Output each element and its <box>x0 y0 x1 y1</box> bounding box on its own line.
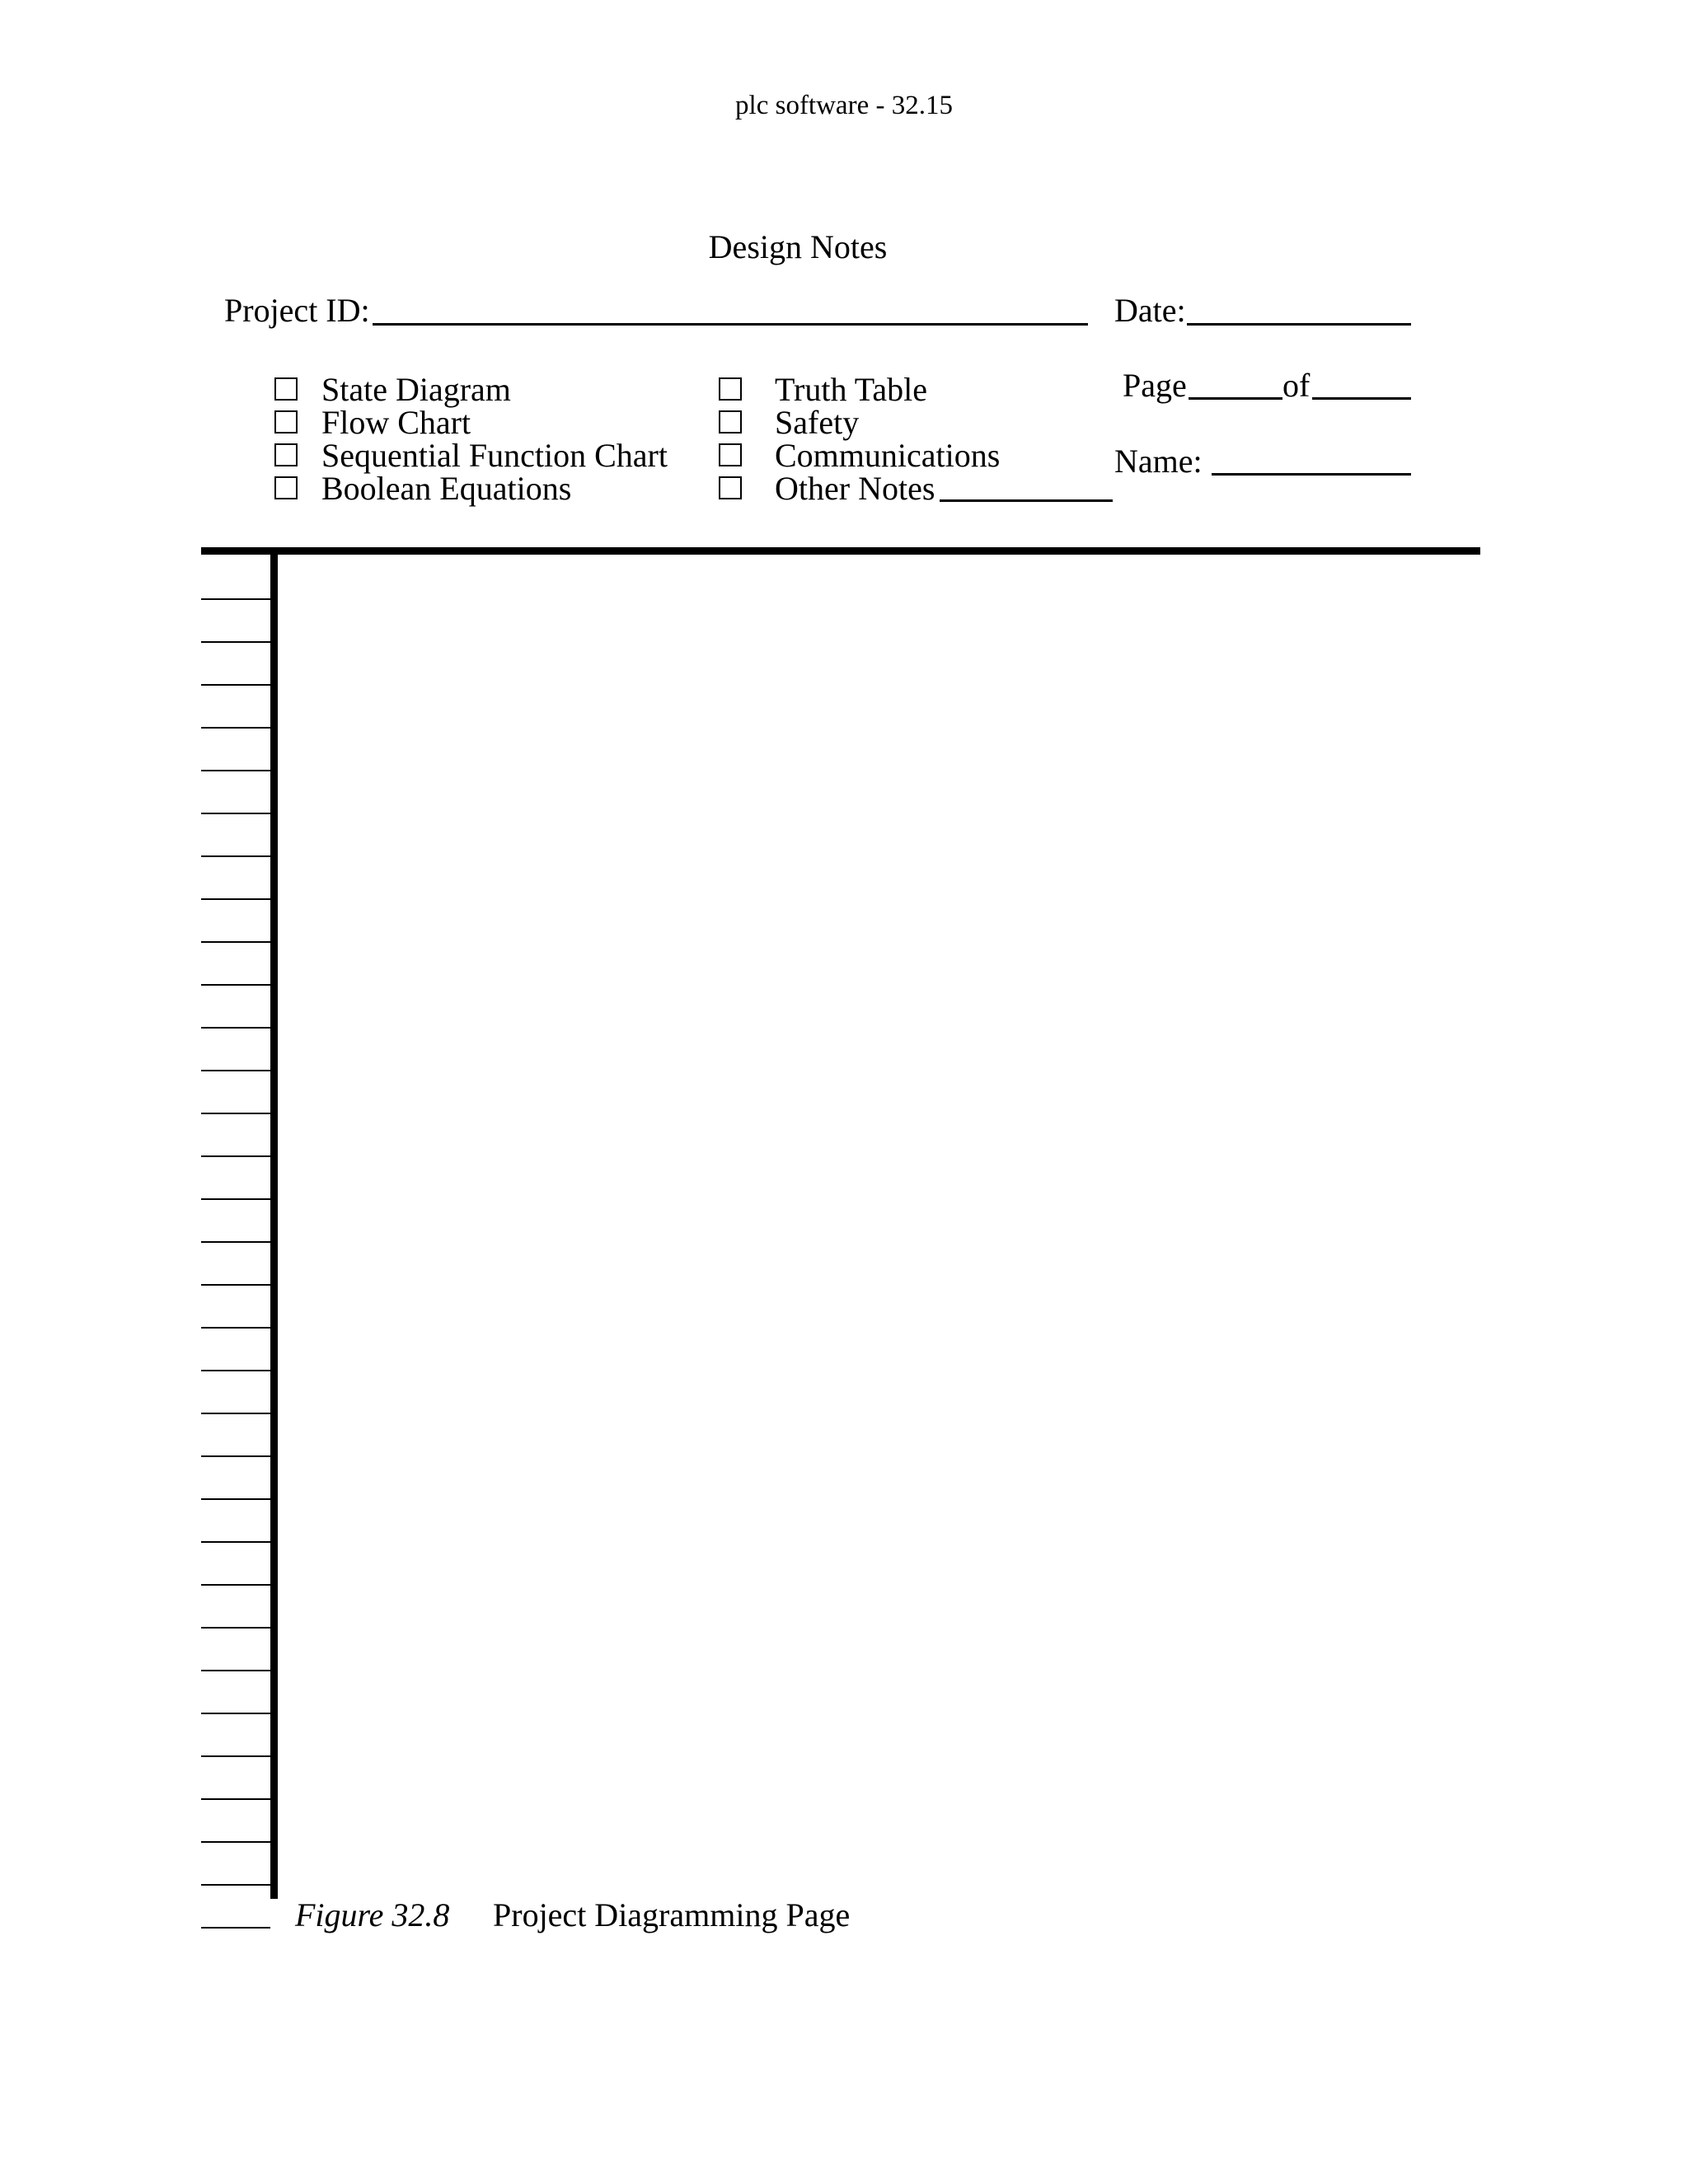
margin-tick <box>201 1113 270 1114</box>
margin-tick <box>201 1713 270 1714</box>
margin-tick <box>201 855 270 857</box>
margin-tick <box>201 1884 270 1886</box>
state-diagram-label: State Diagram <box>321 371 511 408</box>
margin-tick <box>201 598 270 600</box>
margin-tick <box>201 1198 270 1200</box>
communications-checkbox[interactable] <box>719 443 742 466</box>
margin-tick <box>201 1241 270 1243</box>
margin-tick <box>201 684 270 686</box>
figure-caption-text: Project Diagramming Page <box>493 1896 851 1933</box>
date-field[interactable] <box>1187 323 1411 326</box>
communications-label: Communications <box>775 437 1001 474</box>
margin-tick <box>201 1627 270 1629</box>
name-label: Name: <box>1114 443 1203 480</box>
safety-checkbox[interactable] <box>719 410 742 434</box>
project-id-label: Project ID: <box>224 292 370 329</box>
sequential-function-chart-label: Sequential Function Chart <box>321 437 668 474</box>
margin-tick <box>201 1755 270 1757</box>
running-header: plc software - 32.15 <box>735 91 953 120</box>
margin-tick <box>201 1370 270 1371</box>
margin-tick <box>201 1284 270 1286</box>
flow-chart-label: Flow Chart <box>321 404 471 441</box>
name-field[interactable] <box>1212 473 1411 476</box>
margin-tick <box>201 984 270 986</box>
margin-tick <box>201 1541 270 1543</box>
other-notes-field[interactable] <box>940 499 1113 502</box>
flow-chart-checkbox[interactable] <box>274 410 298 434</box>
safety-label: Safety <box>775 404 860 441</box>
form-title: Design Notes <box>708 228 888 265</box>
margin-tick <box>201 1841 270 1843</box>
margin-tick <box>201 727 270 729</box>
margin-tick <box>201 1155 270 1157</box>
project-id-field[interactable] <box>373 323 1088 326</box>
state-diagram-checkbox[interactable] <box>274 377 298 401</box>
boolean-equations-checkbox[interactable] <box>274 476 298 499</box>
header-divider-rule <box>201 547 1480 555</box>
margin-tick <box>201 1584 270 1586</box>
margin-tick <box>201 813 270 814</box>
truth-table-checkbox[interactable] <box>719 377 742 401</box>
margin-tick <box>201 1070 270 1071</box>
date-label: Date: <box>1114 292 1186 329</box>
of-label: of <box>1282 367 1311 404</box>
margin-tick <box>201 1927 270 1929</box>
margin-tick <box>201 641 270 643</box>
page-label: Page <box>1123 367 1187 404</box>
margin-tick <box>201 1327 270 1329</box>
boolean-equations-label: Boolean Equations <box>321 470 572 507</box>
margin-tick <box>201 770 270 771</box>
margin-tick <box>201 898 270 900</box>
truth-table-label: Truth Table <box>775 371 927 408</box>
margin-rule <box>270 551 278 1899</box>
page-total-field[interactable] <box>1312 397 1411 400</box>
sequential-function-chart-checkbox[interactable] <box>274 443 298 466</box>
margin-tick <box>201 1413 270 1414</box>
other-notes-checkbox[interactable] <box>719 476 742 499</box>
margin-tick <box>201 1027 270 1029</box>
figure-caption-label: Figure 32.8 <box>295 1896 450 1933</box>
margin-tick <box>201 1498 270 1500</box>
margin-tick <box>201 1670 270 1671</box>
other-notes-label: Other Notes <box>775 470 935 507</box>
margin-tick <box>201 941 270 943</box>
margin-tick <box>201 1455 270 1457</box>
page-number-field[interactable] <box>1189 397 1282 400</box>
margin-tick <box>201 1798 270 1800</box>
